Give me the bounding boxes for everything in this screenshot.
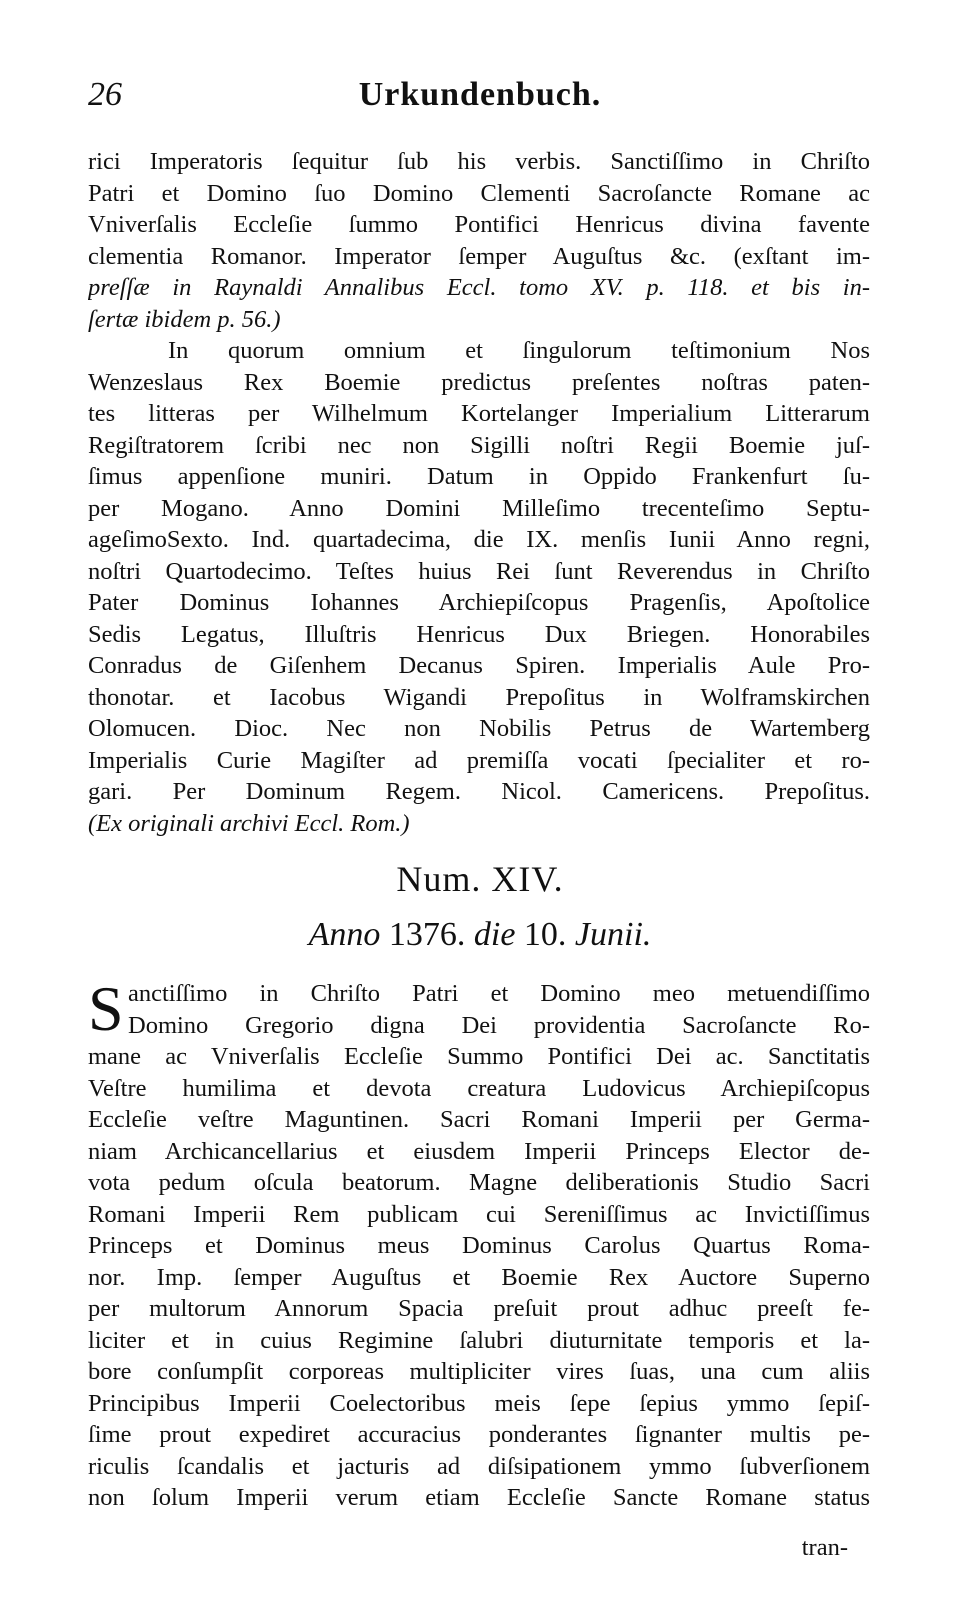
text-line: gari. Per Dominum Regem. Nicol. Camericens. Prepoſitus. xyxy=(88,778,870,805)
text-line: Vniverſalis Eccleſie ſummo Pontifici Henricus divina favente xyxy=(88,211,870,238)
text-line: In quorum omnium et ſingulorum teſtimonium Nos xyxy=(168,337,870,364)
text-line: Olomucen. Dioc. Nec non Nobilis Petrus de Wartemberg xyxy=(88,715,870,742)
text-line: Veſtre humilima et devota creatura Ludovicus Archiepiſcopus xyxy=(88,1074,870,1102)
text-line: Conradus de Giſenhem Decanus Spiren. Imperialis Aule Pro- xyxy=(88,652,870,679)
text-line: anctiſſimo in Chriſto Patri et Domino meo metuendiſſimo xyxy=(128,980,870,1007)
text-line: Princeps et Dominus meus Dominus Carolus Quartus Roma- xyxy=(88,1232,870,1259)
catchword: tran- xyxy=(801,1534,848,1561)
drop-cap-letter: S xyxy=(88,973,124,1044)
text-line: Regiſtratorem ſcribi nec non Sigilli noſtri Regii Boemie juſ- xyxy=(88,431,870,459)
date-day: 10. xyxy=(523,916,567,953)
source-note: (Ex originali archivi Eccl. Rom.) xyxy=(88,809,410,837)
date-month: Junii. xyxy=(574,916,652,953)
text-line: vota pedum oſcula beatorum. Magne deliberationis Studio Sacri xyxy=(88,1169,870,1196)
text-line: Domino Gregorio digna Dei providentia Sacroſancte Ro- xyxy=(128,1011,870,1039)
date-die: die xyxy=(473,916,516,953)
text-line: per Mogano. Anno Domini Milleſimo trecenteſimo Septu- xyxy=(88,494,870,522)
text-line: Sedis Legatus, Illuſtris Henricus Dux Briegen. Honorabiles xyxy=(88,620,870,648)
section-date-heading xyxy=(0,916,960,954)
text-line: bore conſumpſit corporeas multipliciter vires ſuas, una cum aliis xyxy=(88,1358,870,1385)
text-line: ſertæ ibidem p. 56.) xyxy=(88,305,281,333)
text-line: tes litteras per Wilhelmum Kortelanger Imperialium Litterarum xyxy=(88,400,870,427)
text-line: Eccleſie veſtre Maguntinen. Sacri Romani Imperii per Germa- xyxy=(88,1106,870,1133)
date-anno: Anno xyxy=(308,916,381,953)
text-line: Principibus Imperii Coelectoribus meis ſepe ſepius ymmo ſepiſ- xyxy=(88,1389,870,1417)
date-year: 1376. xyxy=(388,916,466,953)
text-line: ſime prout expediret accuracius ponderantes ſignanter multis pe- xyxy=(88,1421,870,1448)
text-block-continuation xyxy=(88,146,870,839)
section-number-heading: Num. XIV. xyxy=(396,859,564,899)
text-line: clementia Romanor. Imperator ſemper Auguſtus &c. (exſtant im- xyxy=(88,242,870,270)
text-line: ſimus appenſione muniri. Datum in Oppido Frankenfurt ſu- xyxy=(88,463,870,490)
text-line: Wenzeslaus Rex Boemie predictus preſentes noſtras paten- xyxy=(88,368,870,396)
text-line: thonotar. et Iacobus Wigandi Prepoſitus in Wolframskirchen xyxy=(88,683,870,711)
running-title: Urkundenbuch. xyxy=(358,76,602,113)
text-line: Imperialis Curie Magiſter ad premiſſa vocati ſpecialiter et ro- xyxy=(88,746,870,774)
page-number: 26 xyxy=(88,76,122,113)
text-line: Romani Imperii Rem publicam cui Sereniſſimus ac Invictiſſimus xyxy=(88,1200,870,1228)
page-header xyxy=(88,76,872,126)
text-line: riculis ſcandalis et jacturis ad diſsipationem ymmo ſubverſionem xyxy=(88,1452,870,1480)
text-line: ageſimoSexto. Ind. quartadecima, die IX. menſis Iunii Anno regni, xyxy=(88,526,870,553)
text-line: non ſolum Imperii verum etiam Eccleſie Sancte Romane status xyxy=(88,1484,870,1511)
text-block-document-xiv xyxy=(88,973,870,1514)
text-line: per multorum Annorum Spacia preſuit prout adhuc preeſt fe- xyxy=(88,1295,870,1322)
dropcap-wrapper xyxy=(88,973,870,1044)
text-line: nor. Imp. ſemper Auguſtus et Boemie Rex Auctore Superno xyxy=(88,1263,870,1291)
text-line: Patri et Domino ſuo Domino Clementi Sacroſancte Romane ac xyxy=(88,179,870,207)
text-line: preſſæ in Raynaldi Annalibus Eccl. tomo XV. p. 118. et bis in- xyxy=(88,274,870,301)
text-line: rici Imperatoris ſequitur ſub his verbis. Sanctiſſimo in Chriſto xyxy=(88,148,870,175)
text-line: liciter et in cuius Regimine ſalubri diuturnitate temporis et la- xyxy=(88,1326,870,1354)
text-line: Pater Dominus Iohannes Archiepiſcopus Pragenſis, Apoſtolice xyxy=(88,589,870,616)
text-line: noſtri Quartodecimo. Teſtes huius Rei ſunt Reverendus in Chriſto xyxy=(88,557,870,585)
text-line: niam Archicancellarius et eiusdem Imperii Princeps Elector de- xyxy=(88,1137,870,1165)
text-line: mane ac Vniverſalis Eccleſie Summo Pontifici Dei ac. Sanctitatis xyxy=(88,1043,870,1070)
